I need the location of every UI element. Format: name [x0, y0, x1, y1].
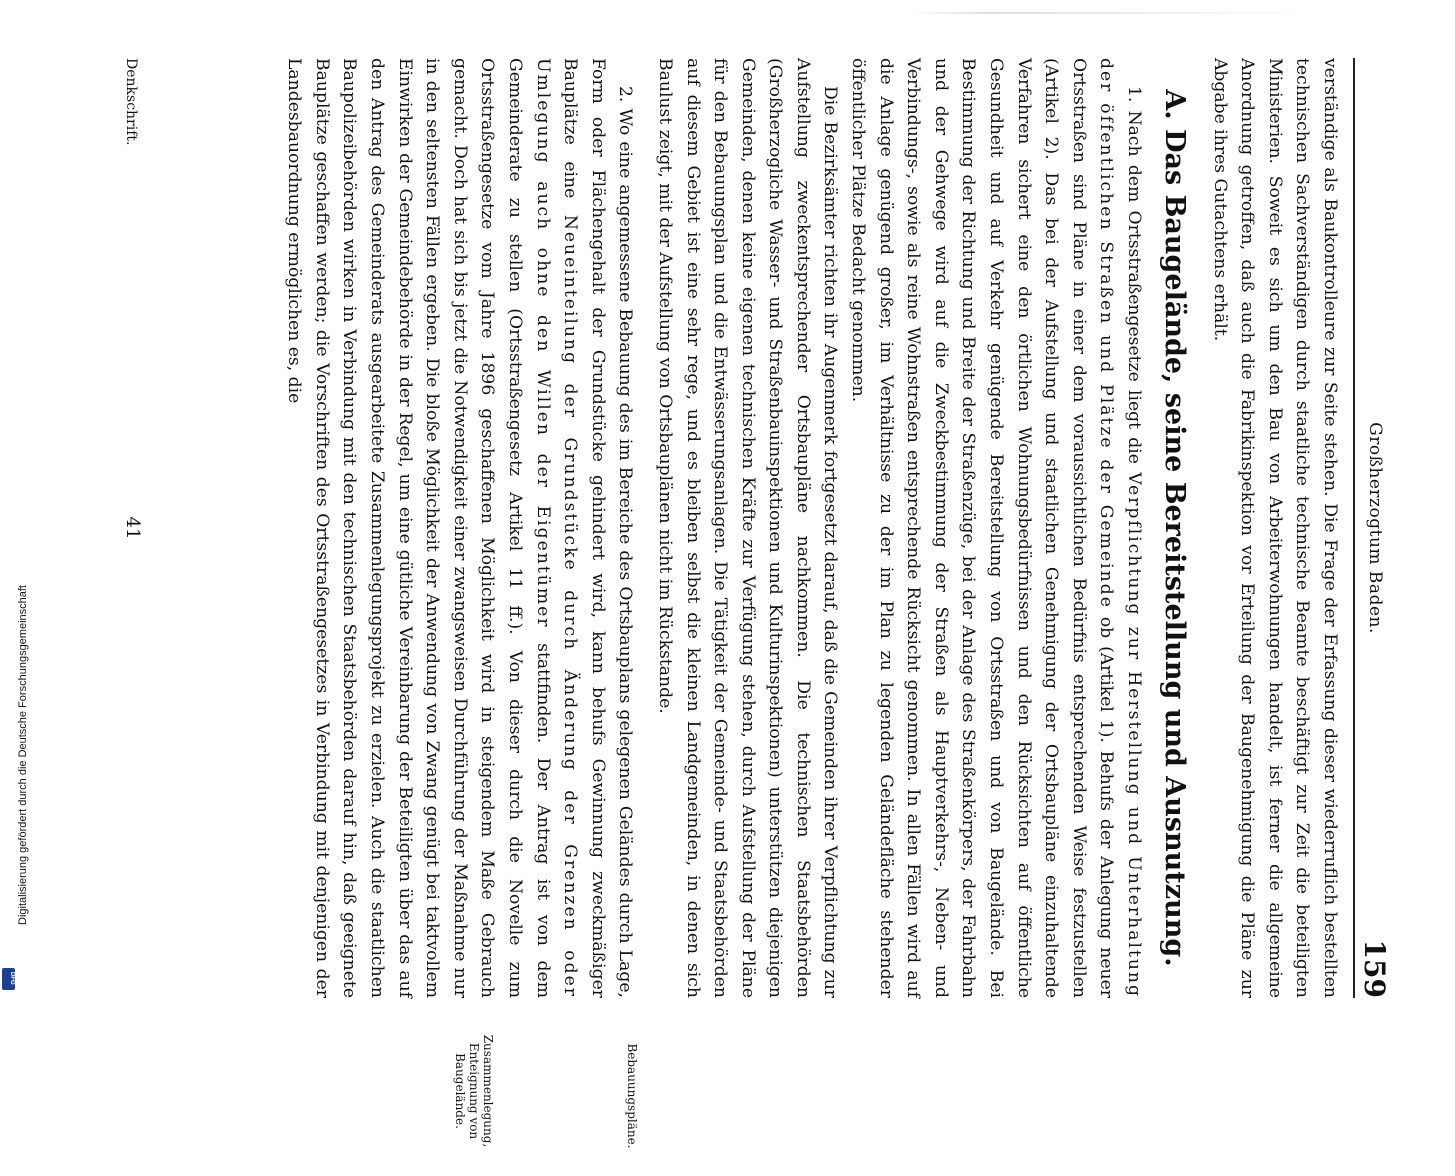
- running-head-title: Großherzogtum Baden.: [1365, 422, 1385, 634]
- paragraph-1b: Die Bezirksämter richten ihr Augenmerk fortgesetzt darauf, daß die Gemeinden ihrer Verpflichtung zur Aufstellung zweckentsprechender Ortsbaupläne nachkommen. Die technischen Staatsbehörden (Großherzogliche Wasser- und Straßenbauinspektionen und Kulturinspektionen) unterstützen diejenigen Gemeinden, denen keine eigenen technischen Kräfte zur Verfügung stehen, durch Aufstellung der Pläne für den Bebauungsplan und die Entwässerungsanlagen. Die Tätigkeit der Gemeinde- und Staatsbehörden auf diesem Gebiet ist eine sehr rege, und es bleiben selbst die kleinen Landgemeinden, in denen sich Baulust zeigt, mit der Aufstellung von Ortsbauplänen nicht im Rückstande.: [654, 58, 841, 998]
- paragraph-2-rest: stattfinden. Der Antrag ist von dem Gemeinderate zu stellen (Ortsstraßengesetz Artikel 11 ff.). Von dieser durch die Novelle zum Ortsstraßengesetze vom Jahre 1896 geschaffenen Möglichkeit wird in steigendem Maße Gebrauch gemacht. Doch hat sich bis jetzt die Notwendigkeit einer zwangsweisen Durchführung der Maßnahme nur in den seltensten Fällen ergeben. Die bloße Möglichkeit der Anwendung von Zwang genügt bei taktvollem Einwirken der Gemeindebehörde in der Regel, um eine gütliche Vereinbarung der Beteiligten über das auf den Antrag des Gemeinderats ausgearbeitete Zusammenlegungsprojekt zu erzielen. Auch die staatlichen Baupolizeibehörden wirken in Verbindung mit den technischen Staatsbehörden darauf hin, daß geeignete Bauplätze geschaffen werden; die Vorschriften des Ortsstraßengesetzes in Verbindung mit denjenigen der Landesbauordnung ermöglichen es, die: [284, 58, 553, 998]
- paragraph-1: [844, 58, 1148, 998]
- footer-sheet-number: 41: [122, 516, 143, 540]
- paragraph-1-emphasis: Verpflichtung zur Herstellung und Unterhaltung der öffentlichen Straßen und Plätze der Gemeinde: [1096, 58, 1145, 998]
- paragraph-2-emphasis: Neueinteilung der Grundstücke durch Änderung der Grenzen oder Umlegung auch ohne den Willen der Eigentümer: [532, 58, 581, 998]
- paragraph-2: [280, 58, 639, 998]
- rotated-page-content: [107, 58, 1391, 1149]
- intro-paragraph: verständige als Baukontrolleure zur Seite stehen. Die Frage der Erfassung dieser wiederruflich bestellten technischen Sachverständigen durch staatliche technische Beamte beschäftigt zur Zeit die beteiligten Ministerien. Soweit es sich um den Bau von Arbeiterwohnungen handelt, ist ferner die allgemeine Anordnung getroffen, daß auch die Fabrikinspektion vor Erteilung der Baugenehmigung die Pläne zur Abgabe ihres Gutachtens erhält.: [1209, 58, 1340, 998]
- dfg-logo-text: DFG: [9, 972, 15, 985]
- margin-note-bebauungsplaene: Bebauungspläne.: [625, 1043, 639, 1149]
- scan-artifact-line: [910, 12, 1310, 14]
- paragraph-1-rest: ob (Artikel 1). Behufs der Anlegung neuer Ortsstraßen sind Pläne in einer dem voraussichtlichen Bedürfnis entsprechenden Weise festzustellen (Artikel 2). Das bei der Aufstellung und staatlichen Genehmigung der Ortsbaupläne einzuhaltende Verfahren sichert eine den örtlichen Wohnungsbedürfnissen und den Rücksichten auf öffentliche Gesundheit und auf Verkehr genügende Bereitstellung von Ortsstraßen und von Baugelände. Bei Bestimmung der Richtung und Breite der Straßenzüge, bei der Anlage des Straßenkörpers, der Fahrbahn und der Gehwege wird auf die Zweckbestimmung der Straßen als Hauptverkehrs-, Neben- und Verbindungs-, sowie als reine Wohnstraßen entsprechende Rücksicht genommen. In allen Fällen wird auf die Anlage genügend großer, im Verhältnisse zu der im Plan zu legenden Geländefläche stehender öffentlicher Plätze Bedacht genommen.: [848, 58, 1117, 998]
- digitization-note: Digitalisierung gefördert durch die Deutsche Forschungsgemeinschaft: [17, 585, 29, 925]
- paragraph-2-start: 2. Wo eine angemessene Bebauung des im Bereiche des Ortsbauplans gelegenen Geländes durch Lage, Form oder Flächengehalt der Grundstücke gehindert wird, kann behufs Gewinnung zweckmäßiger Bauplätze eine: [560, 58, 636, 998]
- footer-signature: Denkschrift.: [123, 58, 139, 146]
- page-number: 159: [1358, 939, 1391, 998]
- page-footer: [113, 58, 143, 998]
- dfg-logo-icon: [2, 968, 15, 990]
- digitization-strip: [0, 0, 29, 1000]
- margin-note-zusammenlegung: Zusammenlegung, Enteignung von Baugelände.: [453, 1034, 495, 1148]
- section-heading: A. Das Baugelände, seine Bereitstellung und Ausnutzung.: [1159, 89, 1191, 967]
- paragraph-1-start: 1. Nach dem Ortsstraßengesetze liegt die: [1124, 86, 1145, 464]
- running-head: [1353, 58, 1391, 998]
- document-body: [280, 58, 1343, 998]
